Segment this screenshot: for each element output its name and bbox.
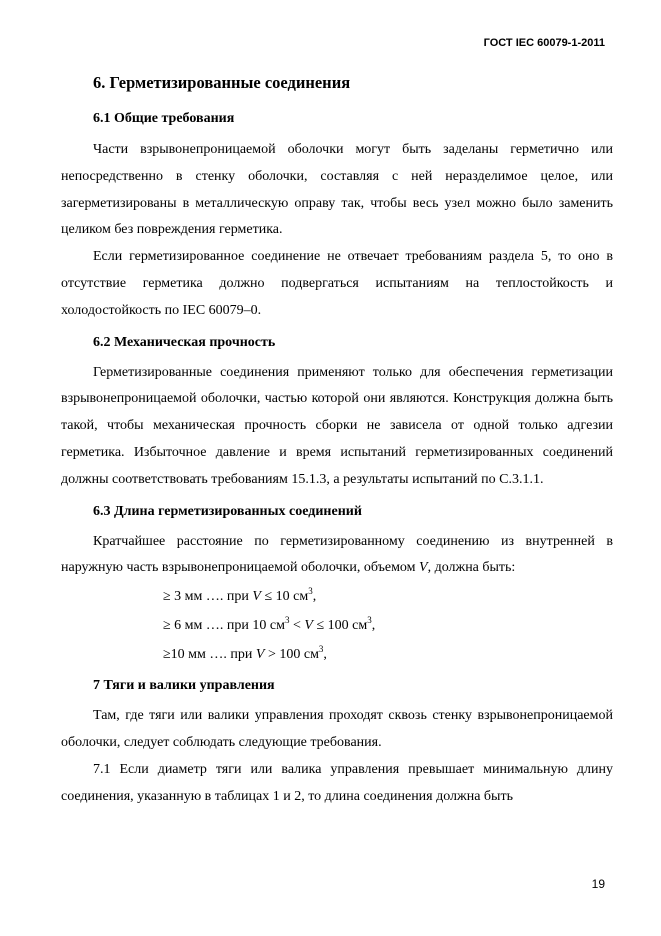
section-6-1-paragraph-2: Если герметизированное соединение не отвечает требованиям раздела 5, то оно в отсутствие герметика должно подвергаться испытаниям на теплостойкость и холодостойкость по IEC 60079–0. <box>61 249 613 318</box>
section-6-2-title: 6.2 Механическая прочность <box>93 334 276 350</box>
section-7-title: 7 Тяги и валики управления <box>93 678 275 694</box>
page-number: 19 <box>591 877 605 891</box>
section-6-3-paragraph-1: Кратчайшее расстояние по герметизированному соединению из внутренней в наружную часть взрывонепроницаемой оболочки, объемом V, должна быть: <box>61 533 613 576</box>
section-6-3-title: 6.3 Длина герметизированных соединений <box>93 503 362 519</box>
formula-line-2: ≥ 6 мм …. при 10 $см^3 < V \le 100$ $см^3$, <box>163 615 376 634</box>
formula-line-3: ≥10 мм …. при V > 100 $см^3$, <box>163 644 327 663</box>
section-7-1-paragraph: 7.1 Если диаметр тяги или валика управления превышает минимальную длину соединения, указанную в таблицах 1 и 2, то длина соединения должна быть <box>61 761 613 804</box>
section-6-1-title: 6.1 Общие требования <box>93 111 235 126</box>
section-7-paragraph-1: Там, где тяги или валики управления проходят сквозь стенку взрывонепроницаемой оболочки, следует соблюдать следующие требования. <box>61 708 613 750</box>
page-content <box>61 58 613 810</box>
section-6-title: 6. Герметизированные соединения <box>93 73 351 92</box>
section-6-2-paragraph-1: Герметизированные соединения применяют только для обеспечения герметизации взрывонепроницаемой оболочки, частью которой они являются. Конструкция должна быть такой, чтобы механическая прочность сборки не зависела от одной только адгезии герметика. Избыточное давление и время испытаний герметизированных соединений должны соответствовать требованиям 15.1.3, а результаты испытаний по С.3.1.1. <box>61 364 613 487</box>
section-6-1-paragraph-1: Части взрывонепроницаемой оболочки могут быть заделаны герметично или непосредственно в стенку оболочки, составляя с ней неразделимое целое, или загерметизированы в металлическую оправу так, чтобы весь узел можно было заменить целиком без повреждения герметика. <box>61 142 613 238</box>
document-header: ГОСТ IEC 60079-1-2011 <box>483 37 605 49</box>
formula-line-1: ≥ 3 мм …. при V ≤ 10 $см^3$, <box>163 586 317 605</box>
